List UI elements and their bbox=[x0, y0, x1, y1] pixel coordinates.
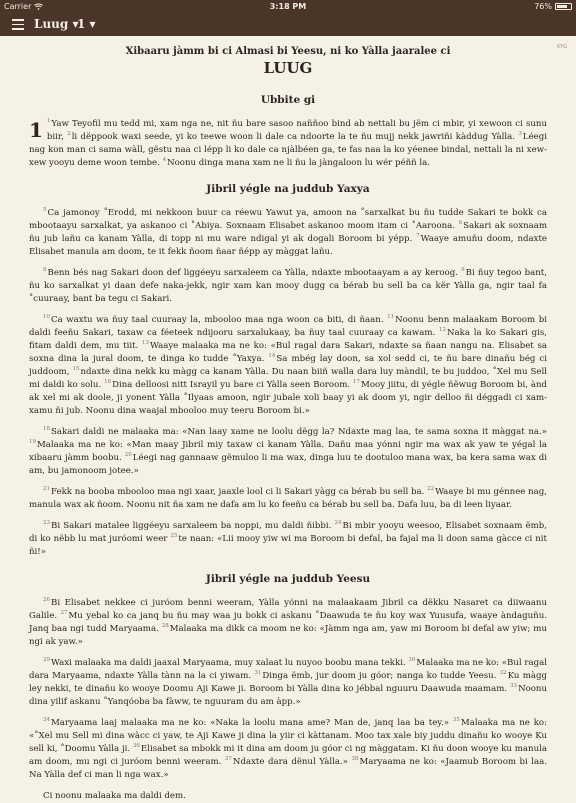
translation-tag: KYG bbox=[556, 44, 567, 50]
verse-number: 31 bbox=[254, 670, 262, 677]
verse-text[interactable]: Maryaama laaj malaaka ma ne ko: «Naka la loolu mana ame? Man de, janq laa ba tey.» bbox=[51, 718, 453, 728]
verse-number: 16 bbox=[104, 379, 112, 386]
verse-number: 38 bbox=[351, 756, 359, 763]
verse-number: 13 bbox=[141, 340, 149, 347]
verse-text[interactable]: Bi Sakari matalee liggéeyu sarxaleem ba noppi, mu daldi ñibbi. bbox=[51, 521, 335, 531]
paragraph bbox=[29, 657, 547, 709]
section-heading: Ubbite gi bbox=[260, 94, 316, 106]
section-heading: Jibril yégle na juddub Yeesu bbox=[205, 573, 371, 585]
verse-text[interactable]: Sa mbég lay doon, sa xol sedd ci, te ñu bare dinañu bég ci juddoom, bbox=[29, 354, 547, 377]
book-selector[interactable]: Luug ▾ bbox=[34, 17, 79, 31]
verse-text[interactable]: Sakari daldi ne malaaka ma: «Nan laay xame ne loolu dëgg la? Ndaxte mag laa, te sama soxna it màggat na.» bbox=[51, 427, 547, 437]
verse-text[interactable]: Ca jamonoy ˚Erodd, mi nekkoon buur ca réewu Yawut ya, amoon na ˚sarxalkat bu ñu tudde Sakari te bokk ca mbootaayu sarxalkat, ya askanoo ci ˚Abiya. Soxnaam Elisabet askanoo moom itam ci ˚Aaroona. bbox=[29, 208, 547, 231]
verse-number: 30 bbox=[408, 657, 416, 664]
verse-number: 29 bbox=[43, 657, 50, 664]
battery-percent: 76% bbox=[534, 2, 552, 11]
verse-number: 1 bbox=[46, 118, 51, 125]
verse-number: 25 bbox=[170, 533, 178, 540]
paragraph bbox=[29, 267, 547, 306]
verse-number: 32 bbox=[499, 670, 507, 677]
verse-text[interactable]: Dina delloosi nitt Israyil yu bare ci Yàlla seen Boroom. bbox=[112, 380, 354, 390]
battery-level bbox=[557, 5, 567, 8]
verse-number: 5 bbox=[43, 207, 47, 214]
verse-number: 35 bbox=[452, 717, 460, 724]
verse-number: 21 bbox=[43, 486, 50, 493]
verse-number: 10 bbox=[43, 314, 50, 321]
verse-text[interactable]: Malaaka ma ne ko: «˚Xel mu Sell mi dina wàcc ci yaw, te Aji Kawe ji dina la yiir ci kàttanam. Moo tax xale biy juddu dinañu ko wooye Ku sell ki, ˚Doomu Yàlla ji. bbox=[29, 718, 547, 754]
paragraph bbox=[29, 426, 547, 478]
verse-text[interactable]: Bi ñuy tegoo bant, ñu ko sarxalkat yi daan defe naka-jekk, ngir xam kan mooy dugg ca bérab bu sell ba ca kër Yàlla ga, ngir taal fa ˚cuuraay, bant ba tegu ci Sakari. bbox=[29, 268, 547, 304]
verse-number: 14 bbox=[268, 353, 276, 360]
verse-text[interactable]: Waxi malaaka ma daldi jaaxal Maryaama, muy xalaat lu nuyoo boobu mana tekki. bbox=[51, 658, 409, 668]
verse-number: 11 bbox=[387, 314, 395, 321]
paragraph bbox=[29, 118, 547, 170]
verse-number: 4 bbox=[162, 157, 167, 164]
verse-number: 7 bbox=[416, 233, 420, 240]
verse-text[interactable]: Ndaxte dara dënul Yàlla.» bbox=[232, 757, 352, 767]
section-heading: Jibril yégle na juddub Yaxya bbox=[206, 183, 370, 195]
verse-text[interactable]: Dinga ëmb, jur doom ju góor; nanga ko tudde Yeesu. bbox=[262, 671, 500, 681]
verse-text[interactable]: Waaye malaaka ma ne ko: «Bul ragal dara Sakari, ndaxte sa ñaan nangu na. Elisabet sa soxna dina la jural doom, te dinga ko tudde ˚Yaxya. bbox=[29, 341, 547, 364]
verse-text[interactable]: Noonu benn malaakam Boroom bi daldi feeñu Sakari, taxaw ca féeteek ndijooru sarxalukaay, ba ñuy taal cuuraay ca kawam. bbox=[29, 315, 547, 338]
verse-text[interactable]: Sakari ak soxnaam ñu jub lañu ca kanam Yàlla, di topp ni mu ware ndigal yi ak dogali Boroom bi yépp. bbox=[29, 221, 547, 244]
status-right bbox=[534, 2, 572, 11]
verse-text[interactable]: Mooy jiitu, di yégle ñëwug Boroom bi, ànd ak xel mi ak doole, ji yonent Yàlla ˚Ilyaas amoon, ngir jubale xoli baay yi ak doom yi, ngir delloo ñi déggadi ci xam-xamu ñi jub. Noonu dina waajal mbooloo muy teeru Boroom bi.» bbox=[29, 380, 548, 416]
paragraph bbox=[29, 207, 547, 259]
verse-number: 33 bbox=[510, 683, 518, 690]
verse-number: 26 bbox=[43, 597, 50, 604]
verse-text[interactable]: Malaaka ma ne ko: «Bul ragal dara Maryaama, ndaxte Yàlla tànn na la ci yiwam. bbox=[29, 658, 547, 681]
menu-icon[interactable] bbox=[12, 19, 24, 29]
verse-text[interactable]: Ku màgg ley nekki, te dinañu ko wooye Doomu Aji Kawe ji. Boroom bi Yàlla dina ko jébbal nguuru Daawuda maamam. bbox=[29, 671, 547, 694]
verse-text[interactable]: Maryaama ne ko: «Jaamub Boroom bi laa. Na Yàlla def ci man li nga wax.» bbox=[29, 757, 547, 780]
verse-number: 8 bbox=[43, 267, 47, 274]
verse-text[interactable]: Yaw Teyofil mu tedd mi, xam nga ne, nit ñu bare sasoo naññoo bind ab nettali bu jëm ci mbir, yi xewoon ci sunu biir, bbox=[46, 119, 547, 142]
verse-number: 9 bbox=[461, 267, 465, 274]
navigation-bar bbox=[0, 13, 576, 36]
verse-number: 6 bbox=[458, 220, 463, 227]
verse-text[interactable]: Benn bés nag Sakari doon def liggéeyu sarxaleem ca Yàlla, ndaxte mbootaayam a ay keroog. bbox=[47, 268, 462, 278]
verse-number: 36 bbox=[132, 743, 140, 750]
verse-text[interactable]: Ci noonu malaaka ma daldi dem. bbox=[43, 791, 186, 801]
verse-text[interactable]: Bi mbir yooyu weesoo, Elisabet soxnaam ëmb, di ko nëbb lu mat juróomi weer bbox=[29, 521, 547, 544]
verse-text[interactable]: Noonu dinga mana xam ne li ñu la jàngaloon lu wér péññ la. bbox=[167, 158, 431, 168]
verse-text[interactable]: Fekk na booba mbooloo maa ngi xaar, jaaxle lool ci li Sakari yàgg ca bérab bu sell ba. bbox=[51, 487, 428, 497]
reader-content[interactable] bbox=[0, 36, 576, 801]
verse-text[interactable]: Naka la ko Sakari gis, fitam daldi dem, mu tiit. bbox=[29, 328, 547, 351]
verse-number: 22 bbox=[427, 486, 435, 493]
verse-text[interactable]: Léegi nag kon man ci sama wàll, gëstu naa ci lépp li ko dale ca njàlbéen ga, te fas naa la ko yéenee bindal, nettali la ni xew-xew yooyu deme woon tembe. bbox=[29, 132, 547, 168]
verse-number: 27 bbox=[60, 610, 68, 617]
book-name: LUUG bbox=[263, 59, 313, 77]
verse-number: 3 bbox=[518, 131, 522, 138]
verse-text[interactable]: Waaye amuñu doom, ndaxte Elisabet manula am doom, te it fekk ñoom ñaar ñépp ay màggat lañu. bbox=[29, 234, 547, 257]
paragraph bbox=[29, 717, 547, 782]
verse-text[interactable]: Elisabet sa mbokk mi it dina am doom ju góor ci ng màggatam. Ki ñu doon wooye ku manula am doom, mu ngi ci juróom benni weeram. bbox=[29, 744, 547, 767]
verse-number: 34 bbox=[43, 717, 50, 724]
verse-number: 15 bbox=[72, 366, 80, 373]
verse-text[interactable]: ndaxte dina nekk ku màgg ca kanam Yàlla. Du naan biiñ walla dara luy màndil, te bu juddoo, ˚Xel mu Sell mi daldi ko solu. bbox=[29, 367, 547, 390]
chapter-number: 1 bbox=[29, 118, 43, 142]
verse-number: 17 bbox=[353, 379, 361, 386]
verse-text[interactable]: Malaaka ma dikk ca moom ne ko: «Jàmm nga am, yaw mi Boroom bi defal aw yiw; mu ngi ak yaw.» bbox=[29, 624, 547, 647]
verse-number: 37 bbox=[224, 756, 232, 763]
verse-number: 28 bbox=[161, 623, 169, 630]
status-bar bbox=[0, 0, 576, 13]
verse-number: 24 bbox=[334, 520, 342, 527]
chapter-selector[interactable]: 1 ▾ bbox=[77, 17, 96, 31]
verse-text[interactable]: Waaye bi mu génnee nag, manula wax ak ñoom. Noonu nit ña xam ne dafa am lu ko feeñu ca bérab bu sell ba. Dafa luu, ba di leen liyaar. bbox=[29, 487, 547, 510]
verse-text[interactable]: li dëppook waxi seede, yi ko teewe woon li dale ca ndoorte la te ñu mujj nekk jawriñi kàddug Yàlla. bbox=[71, 132, 519, 142]
verse-text[interactable]: Bi Elisabet nekkee ci juróom benni weeram, Yàlla yónni na malaakaam Jibril ca dëkku Nasaret ca diiwaanu Galile. bbox=[29, 598, 547, 621]
paragraph bbox=[29, 520, 547, 559]
verse-number: 19 bbox=[29, 439, 36, 446]
verse-number: 20 bbox=[124, 452, 132, 459]
paragraph bbox=[29, 314, 547, 418]
status-time: 3:18 PM bbox=[269, 2, 307, 11]
verse-text[interactable]: Léegi nag gannaaw gëmuloo li ma wax, dinga luu te dootuloo mana wax, ba kera sama wax di am, bu jamonoom jotee.» bbox=[29, 453, 548, 476]
paragraph bbox=[29, 597, 547, 649]
book-title: Xibaaru jàmm bi ci Almasi bi Yeesu, ni ko Yàlla jaaralee ci bbox=[125, 46, 451, 57]
verse-text[interactable]: Ca waxtu wa ñuy taal cuuraay la, mbooloo maa nga woon ca biti, di ñaan. bbox=[51, 315, 388, 325]
verse-number: 2 bbox=[67, 131, 71, 138]
carrier-label: Carrier bbox=[4, 2, 32, 11]
verse-text[interactable]: te naan: «Lii mooy yiw wi ma Boroom bi defal, ba fajal ma li doon sama gàcce ci nit ñi!» bbox=[29, 534, 547, 557]
verse-text[interactable]: Malaaka ma ne ko: «Man maay Jibril miy taxaw ci kanam Yàlla. Dañu maa yónni ngir ma wax ak yaw te yégal la xibaaru jàmm boobu. bbox=[29, 440, 547, 463]
verse-text[interactable]: Noonu dina yilif askanu ˚Yanqóoba ba fàww, te nguuram du am àpp.» bbox=[29, 684, 547, 707]
verse-text[interactable]: Mu yebal ko ca janq bu ñu may waa ju bokk ci askanu ˚Daawuda te ñu koy wax Yuusufa, waaye àndaguñu. Janq baa ngi tudd Maryaama. bbox=[29, 611, 547, 634]
paragraph bbox=[29, 486, 547, 512]
battery-icon bbox=[555, 3, 572, 10]
paragraph bbox=[29, 790, 547, 803]
verse-number: 18 bbox=[43, 426, 50, 433]
verse-number: 12 bbox=[439, 327, 447, 334]
verse-number: 23 bbox=[43, 520, 50, 527]
